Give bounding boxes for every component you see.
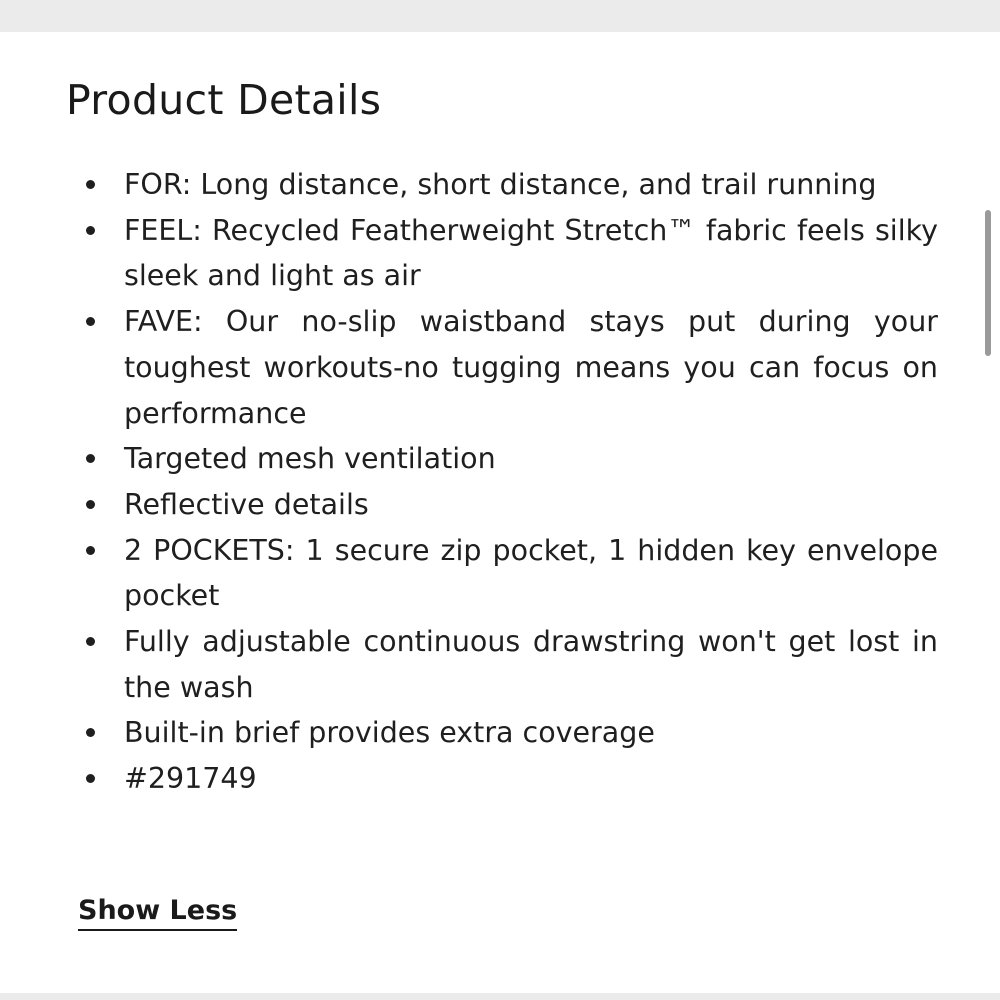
bullet-dot-icon: [86, 500, 95, 509]
bullet-dot-icon: [86, 637, 95, 646]
bullet-dot-icon: [86, 774, 95, 783]
show-less-link[interactable]: Show Less: [78, 893, 237, 931]
scrollbar-thumb[interactable]: [985, 210, 991, 356]
list-item: [76, 436, 938, 482]
list-item: [76, 208, 938, 299]
list-item: [76, 482, 938, 528]
list-item-text: Reflective details: [124, 487, 369, 521]
bullet-dot-icon: [86, 546, 95, 555]
list-item-text: #291749: [124, 762, 257, 796]
list-item: [76, 528, 938, 619]
list-item-text: FEEL: Recycled Featherweight Stretch™ fabric feels silky sleek and light as air: [124, 213, 938, 293]
list-item-text: Targeted mesh ventilation: [124, 442, 496, 476]
list-item: [76, 619, 938, 710]
list-item-text: FOR: Long distance, short distance, and trail running: [124, 168, 877, 201]
top-divider: [0, 0, 1000, 32]
list-item-text: Fully adjustable continuous drawstring won't get lost in the wash: [124, 625, 938, 704]
bullet-dot-icon: [86, 180, 95, 189]
list-item-text: FAVE: Our no-slip waistband stays put during your toughest workouts-no tugging means you can focus on performance: [124, 305, 938, 430]
list-item: [76, 162, 938, 208]
bottom-divider: [0, 993, 1000, 1000]
section-title: Product Details: [66, 76, 382, 124]
list-item-text: 2 POCKETS: 1 secure zip pocket, 1 hidden key envelope pocket: [124, 533, 938, 613]
bullet-dot-icon: [86, 454, 95, 463]
list-item: [76, 710, 938, 756]
bullet-dot-icon: [86, 317, 95, 326]
list-item-text: Built-in brief provides extra coverage: [124, 716, 655, 750]
list-item: [76, 299, 938, 436]
bullet-dot-icon: [86, 226, 95, 235]
bullet-dot-icon: [86, 728, 95, 737]
product-details-list: [76, 162, 938, 802]
list-item: [76, 756, 938, 802]
